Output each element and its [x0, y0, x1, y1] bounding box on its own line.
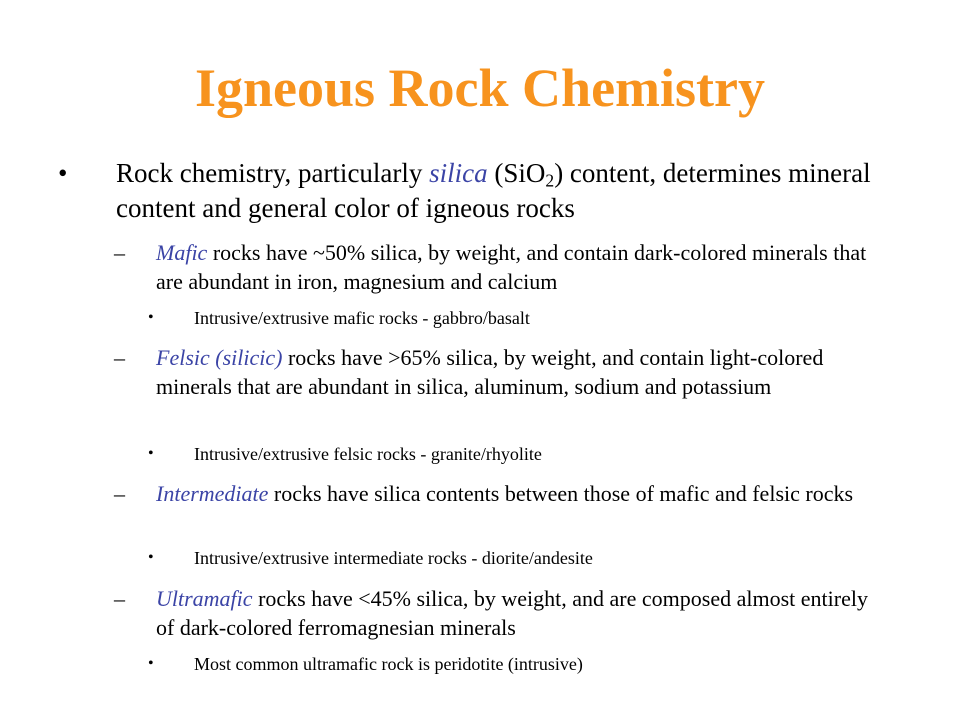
sub-item-felsic — [114, 343, 886, 401]
sub-item-text: rocks have ~50% silica, by weight, and contain dark-colored minerals that are abundant in iron, magnesium and calcium — [156, 240, 867, 294]
dash-marker: – — [114, 481, 125, 506]
detail-mafic — [148, 306, 894, 330]
bullet-marker: • — [148, 549, 154, 566]
detail-text: Intrusive/extrusive mafic rocks - gabbro/basalt — [194, 308, 530, 328]
detail-intermediate — [148, 546, 894, 570]
dash-marker: – — [114, 345, 125, 370]
term-mafic: Mafic — [156, 240, 208, 265]
bullet-marker: • — [148, 309, 154, 326]
term-silica: silica — [429, 158, 488, 188]
slide-title: Igneous Rock Chemistry — [194, 58, 765, 118]
subscript-2: 2 — [545, 170, 555, 191]
main-text-mid: (SiO — [487, 158, 546, 188]
term-ultramafic: Ultramafic — [156, 586, 253, 611]
main-text-after: ) content, determines mineral content and general color of igneous rocks — [116, 158, 871, 223]
main-text-before: Rock chemistry, particularly — [116, 158, 430, 188]
main-bullet — [58, 156, 906, 226]
dash-marker: – — [114, 586, 125, 611]
sub-item-text: rocks have <45% silica, by weight, and are composed almost entirely of dark-colored ferromagnesian minerals — [156, 586, 868, 640]
detail-felsic — [148, 442, 894, 466]
bullet-marker: • — [148, 445, 154, 462]
dash-marker: – — [114, 240, 125, 265]
detail-text: Intrusive/extrusive intermediate rocks - diorite/andesite — [194, 548, 593, 568]
term-intermediate: Intermediate — [156, 481, 269, 506]
term-felsic: Felsic (silicic) — [156, 345, 283, 370]
sub-item-mafic — [114, 238, 886, 296]
detail-text: Intrusive/extrusive felsic rocks - granite/rhyolite — [194, 444, 542, 464]
bullet-marker: • — [148, 655, 154, 672]
detail-text: Most common ultramafic rock is peridotite (intrusive) — [194, 654, 583, 674]
sub-item-ultramafic — [114, 584, 886, 642]
detail-ultramafic — [148, 652, 894, 676]
sub-item-text: rocks have silica contents between those of mafic and felsic rocks — [268, 481, 854, 506]
sub-item-text: rocks have >65% silica, by weight, and contain light-colored minerals that are abundant in silica, aluminum, sodium and potassium — [156, 345, 824, 399]
sub-item-intermediate — [114, 479, 886, 508]
bullet-marker: • — [58, 158, 68, 188]
